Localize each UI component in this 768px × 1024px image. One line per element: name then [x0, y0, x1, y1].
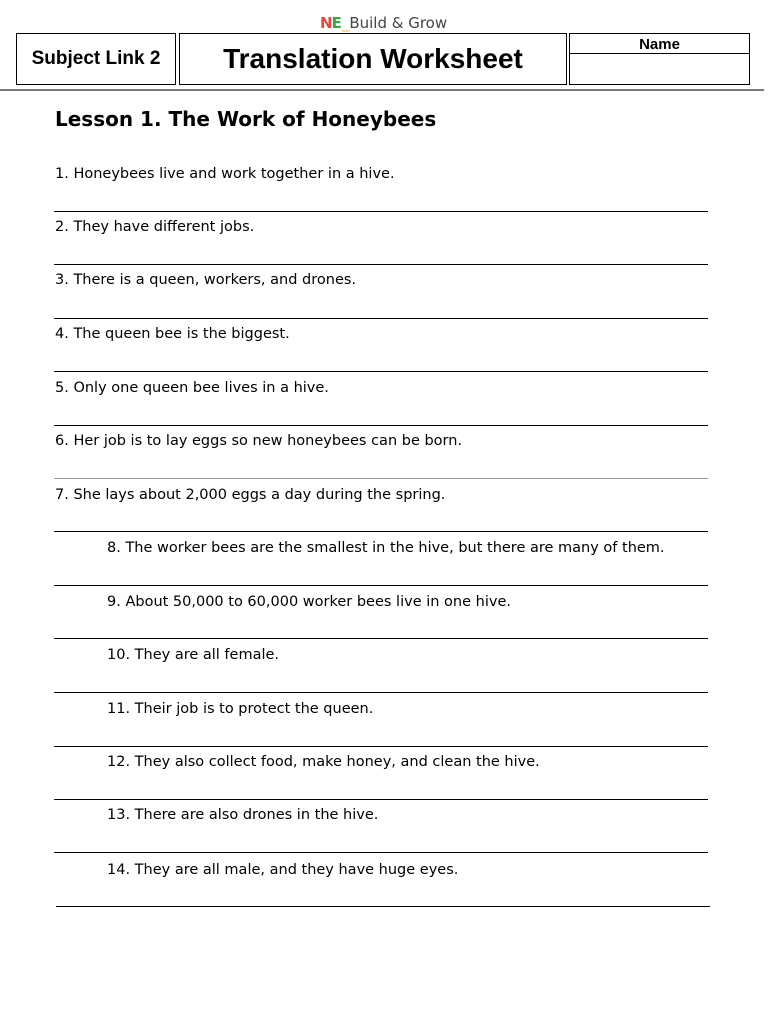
sentence-item: 6. Her job is to lay eggs so new honeybees can be born. — [55, 433, 463, 449]
answer-line[interactable] — [54, 531, 708, 532]
answer-line[interactable] — [54, 425, 708, 426]
sentence-item: 4. The queen bee is the biggest. — [55, 326, 290, 342]
answer-line[interactable] — [54, 799, 708, 800]
sentence-item: 7. She lays about 2,000 eggs a day during the spring. — [55, 487, 446, 503]
name-label: Name — [570, 34, 749, 54]
answer-line[interactable] — [54, 638, 708, 639]
answer-line[interactable] — [54, 264, 708, 265]
answer-line[interactable] — [54, 478, 708, 479]
answer-line[interactable] — [54, 852, 708, 853]
name-field[interactable] — [570, 54, 749, 84]
lesson-title: Lesson 1. The Work of Honeybees — [55, 107, 437, 131]
answer-line[interactable] — [54, 692, 708, 693]
sentence-item: 2. They have different jobs. — [55, 219, 255, 235]
worksheet-title: Translation Worksheet — [179, 33, 567, 85]
name-box — [569, 33, 750, 85]
logo-letter-n: N — [320, 14, 332, 32]
sentence-item: 5. Only one queen bee lives in a hive. — [55, 380, 329, 396]
answer-line[interactable] — [54, 371, 708, 372]
answer-line[interactable] — [54, 211, 708, 212]
sentence-item: 9. About 50,000 to 60,000 worker bees live in one hive. — [107, 594, 511, 610]
subject-box: Subject Link 2 — [16, 33, 176, 85]
answer-line[interactable] — [54, 746, 708, 747]
logo-dash: _ — [341, 14, 350, 32]
sentence-item: 3. There is a queen, workers, and drones. — [55, 272, 357, 288]
sentence-item: 12. They also collect food, make honey, and clean the hive. — [107, 754, 540, 770]
sentence-item: 14. They are all male, and they have huge eyes. — [107, 862, 459, 878]
answer-line[interactable] — [54, 318, 708, 319]
sentence-item: 13. There are also drones in the hive. — [107, 807, 379, 823]
sentence-item: 10. They are all female. — [107, 647, 280, 663]
sentence-item: 8. The worker bees are the smallest in the hive, but there are many of them. — [107, 540, 665, 556]
brand-name: Build & Grow — [349, 14, 448, 32]
sentence-item: 1. Honeybees live and work together in a hive. — [55, 166, 395, 182]
logo-letter-e: E — [331, 14, 342, 32]
sentence-item: 11. Their job is to protect the queen. — [107, 701, 374, 717]
header-divider — [0, 89, 764, 91]
answer-line[interactable] — [56, 906, 710, 907]
answer-line[interactable] — [54, 585, 708, 586]
brand-logo — [320, 14, 447, 34]
